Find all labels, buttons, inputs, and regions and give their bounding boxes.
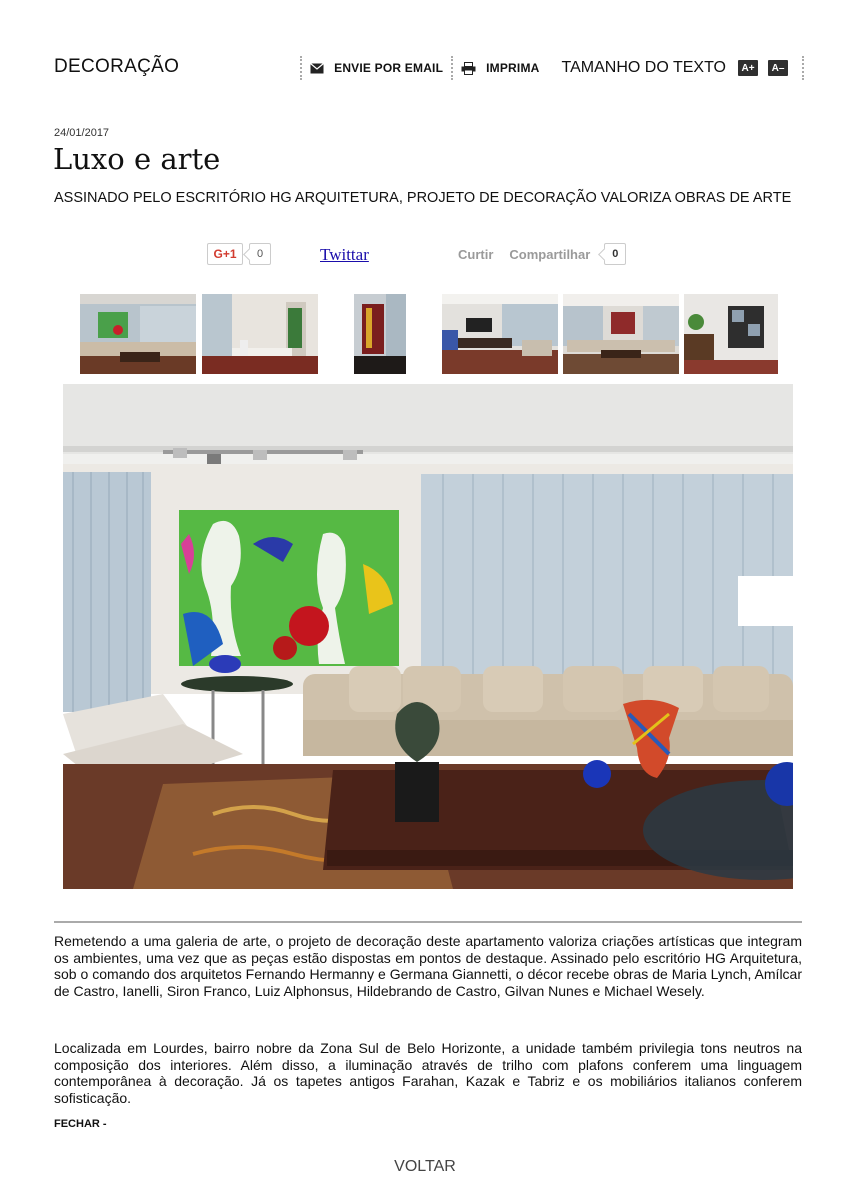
print-button[interactable] <box>461 61 539 75</box>
divider <box>300 56 302 80</box>
gallery-thumbnail[interactable] <box>80 294 196 374</box>
social-share-bar <box>0 243 850 267</box>
article-date: 24/01/2017 <box>54 127 110 139</box>
thumbnail-image-lounge <box>563 294 679 374</box>
thumbnail-image-living-room <box>80 294 196 374</box>
email-label: ENVIE POR EMAIL <box>334 61 444 75</box>
back-link[interactable]: VOLTAR <box>394 1158 456 1175</box>
main-photo-image <box>63 384 793 889</box>
google-plus-widget <box>207 243 271 265</box>
decrease-text-button[interactable]: A– <box>768 60 788 76</box>
article-tools <box>292 56 804 80</box>
thumbnail-image-dining-room <box>202 294 318 374</box>
gallery-thumbnail[interactable] <box>684 294 778 374</box>
section-label: DECORAÇÃO <box>54 56 180 77</box>
google-plus-button[interactable]: G+1 <box>207 243 243 265</box>
toolbar <box>54 56 804 82</box>
photo-gallery-thumbnails <box>0 294 850 374</box>
article-subtitle: ASSINADO PELO ESCRITÓRIO HG ARQUITETURA, PROJETO DE DECORAÇÃO VALORIZA OBRAS DE ARTE <box>54 190 792 206</box>
content-divider <box>54 921 802 923</box>
printer-icon <box>461 62 476 75</box>
twitter-link[interactable]: Twittar <box>320 245 369 264</box>
google-plus-count: 0 <box>249 243 271 265</box>
article-paragraph: Remetendo a uma galeria de arte, o projeto de decoração deste apartamento valoriza criações artísticas que integram os ambientes, uma vez que as peças estão dispostas em pontos de destaque. Assinado pelo escritório HG Arquitetura, sob o comando dos arquitetos Fernando Hermanny e Germana Giannetti, o décor recebe obras de Maria Lynch, Amílcar de Castro, Ianelli, Siron Franco, Luiz Alphonsus, Hildebrando de Castro, Gilvan Nunes e Michael Wesely. <box>54 933 802 999</box>
gallery-thumbnail[interactable] <box>354 294 406 374</box>
gallery-thumbnail[interactable] <box>563 294 679 374</box>
share-count: 0 <box>604 243 626 265</box>
facebook-widget <box>458 243 626 265</box>
thumbnail-image-hallway <box>684 294 778 374</box>
email-button[interactable] <box>310 61 443 75</box>
print-label: IMPRIMA <box>486 61 540 75</box>
text-size-label: TAMANHO DO TEXTO <box>561 59 726 76</box>
article-title: Luxo e arte <box>53 142 221 176</box>
thumbnail-image-artwork <box>354 294 406 374</box>
increase-text-button[interactable]: A+ <box>738 60 758 76</box>
envelope-icon <box>310 63 324 74</box>
gallery-thumbnail[interactable] <box>442 294 558 374</box>
share-button[interactable]: Compartilhar <box>509 246 591 262</box>
divider <box>451 56 453 80</box>
thumbnail-image-tv-room <box>442 294 558 374</box>
article-paragraph: Localizada em Lourdes, bairro nobre da Zona Sul de Belo Horizonte, a unidade também privilegia tons neutros na composição dos interiores. Além disso, a iluminação através de trilho com plafons conferem uma linguagem contemporânea à decoração. Já os tapetes antigos Farahan, Kazak e Tabriz e os mobiliários italianos conferem sofisticação. <box>54 1040 802 1106</box>
like-button[interactable]: Curtir <box>458 246 494 262</box>
main-photo <box>63 384 793 889</box>
close-link[interactable]: FECHAR - <box>54 1118 107 1130</box>
gallery-thumbnail[interactable] <box>202 294 318 374</box>
divider <box>802 56 804 80</box>
